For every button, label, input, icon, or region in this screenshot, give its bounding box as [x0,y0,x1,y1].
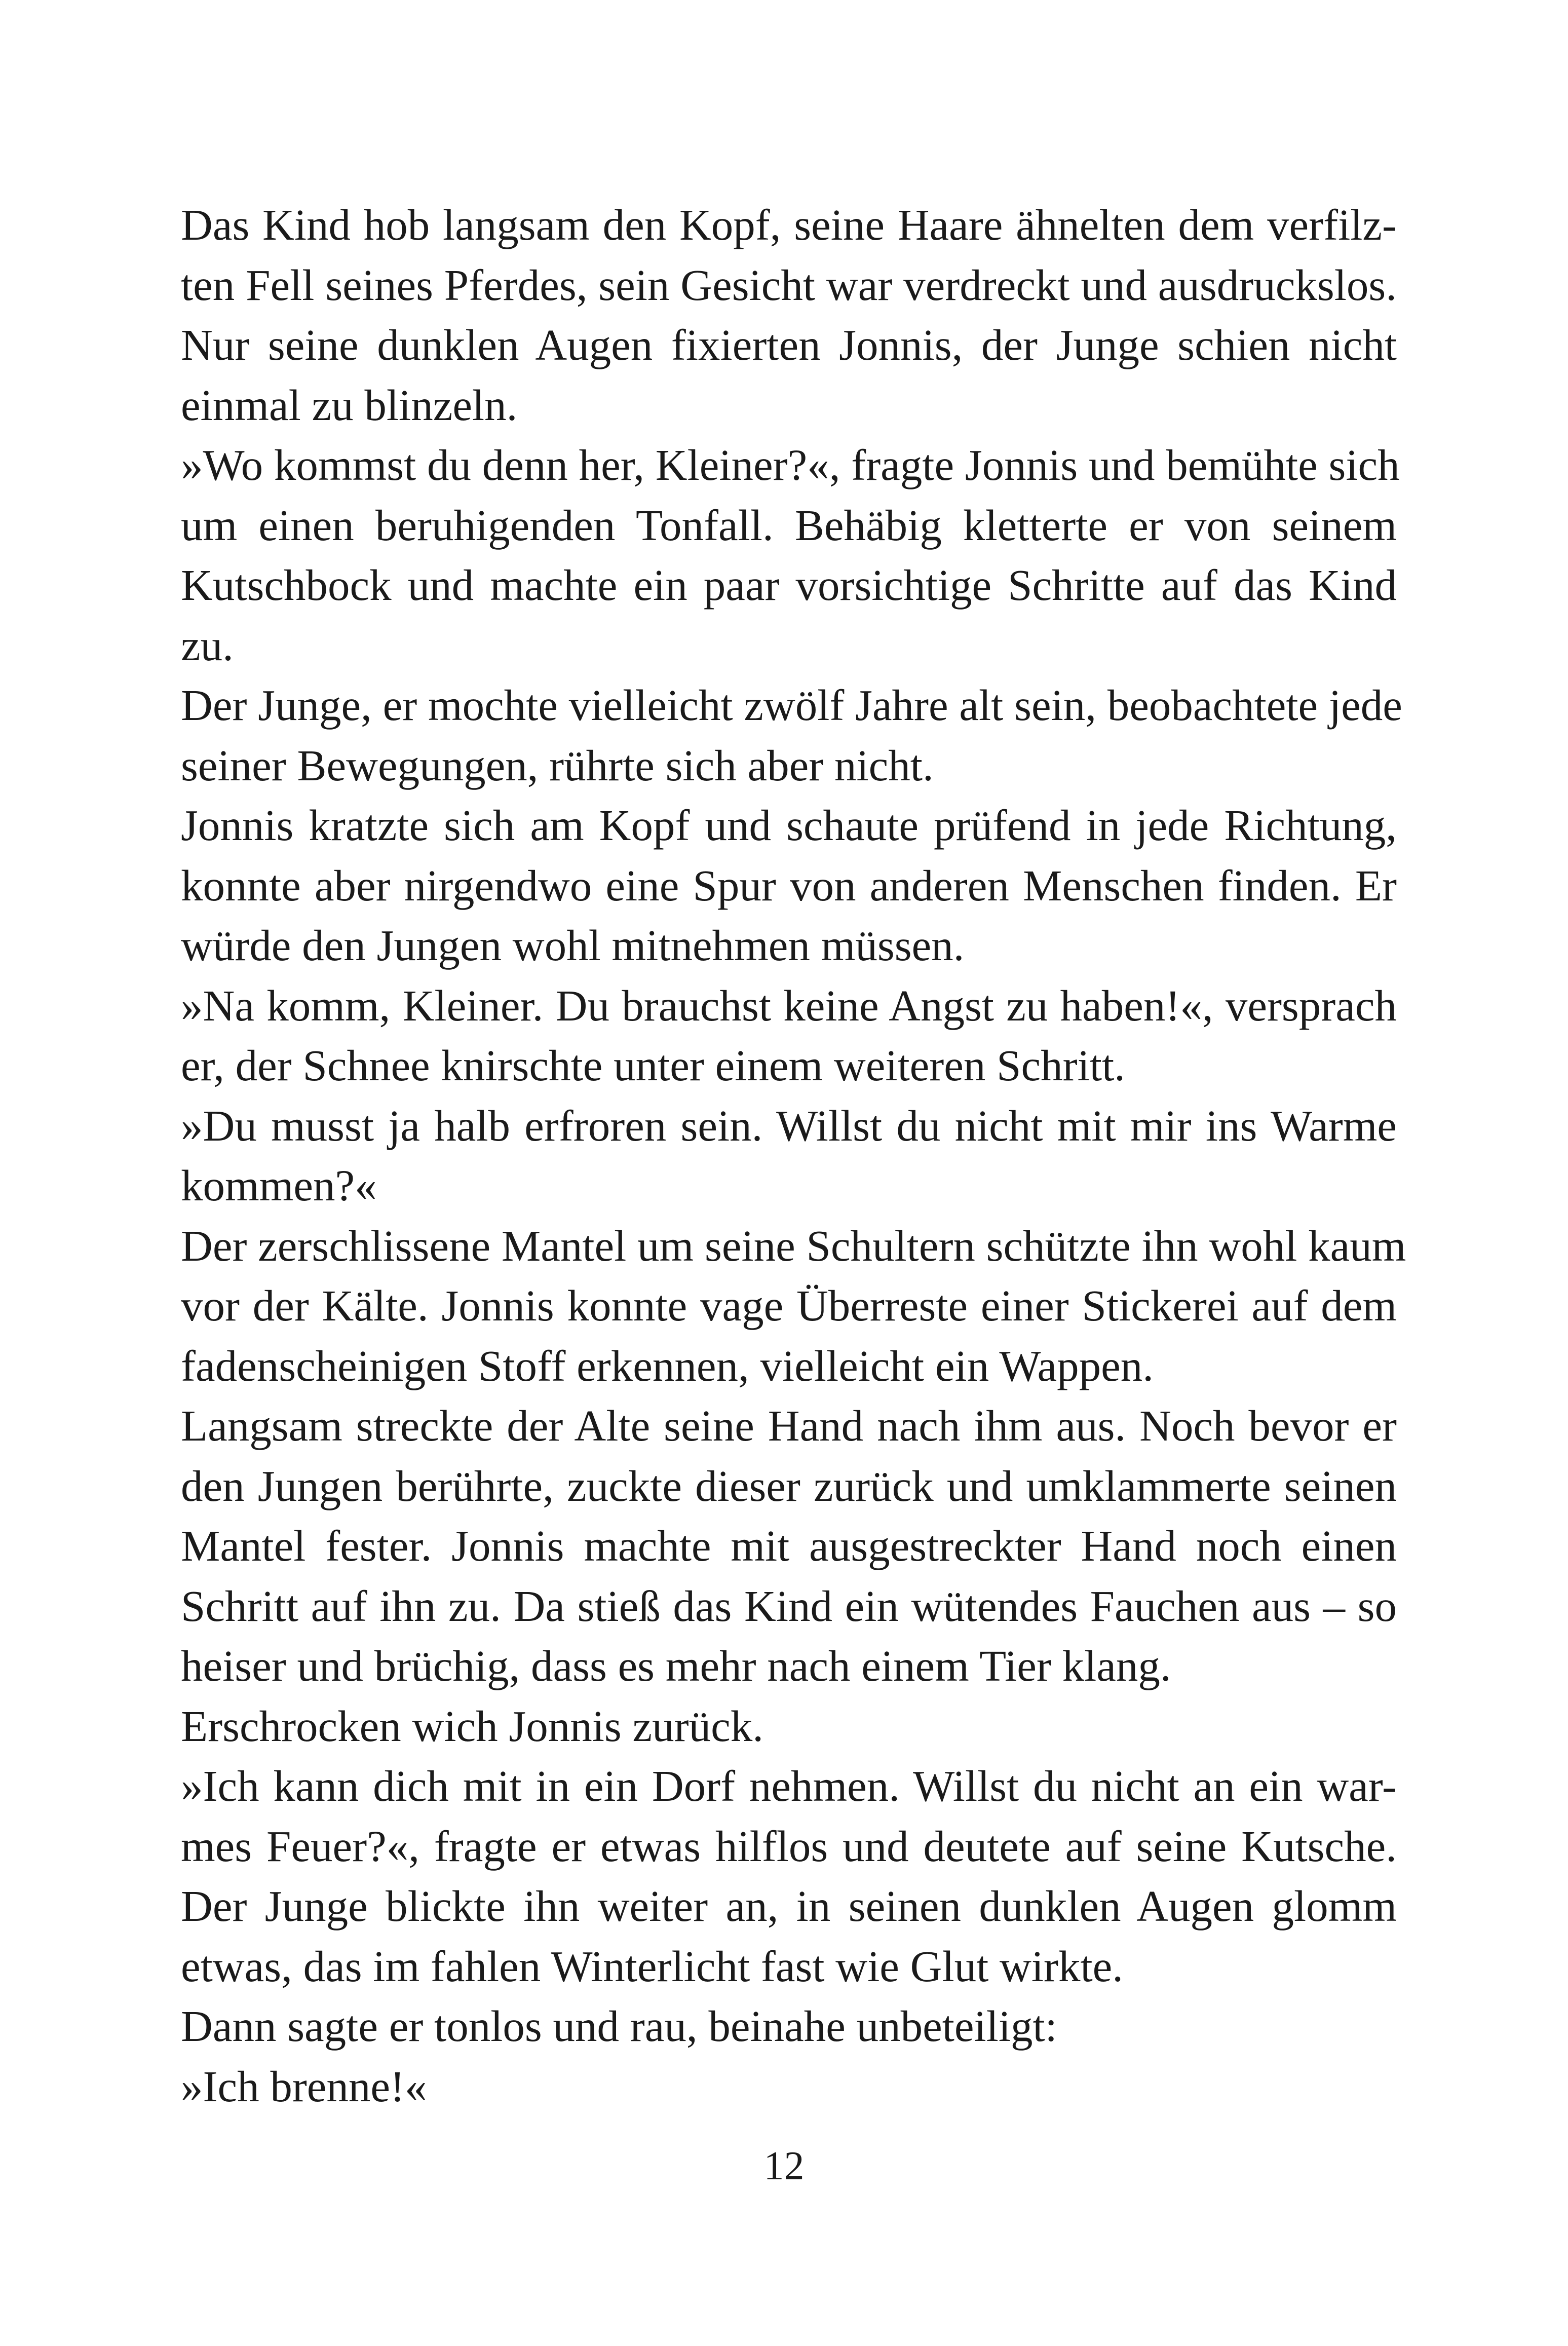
text-line: Der zerschlissene Mantel um seine Schultern schützte ihn wohl kaum [181,1221,1406,1270]
text-line: »Na komm, Kleiner. Du brauchst keine Angst zu haben!«, versprach [181,980,1397,1030]
text-line: mes Feuer?«, fragte er etwas hilflos und deutete auf seine Kutsche. [181,1821,1397,1871]
text-line: »Ich brenne!« [181,2061,427,2111]
text-line: »Wo kommst du denn her, Kleiner?«, fragte Jonnis und bemühte sich [181,440,1400,489]
text-line: konnte aber nirgendwo eine Spur von anderen Menschen finden. Er [181,860,1397,910]
text-line: um einen beruhigenden Tonfall. Behäbig kletterte er von seinem [181,500,1397,550]
text-line: »Du musst ja halb erfroren sein. Willst du nicht mit mir ins Warme [181,1101,1397,1150]
text-line: Kutschbock und machte ein paar vorsichtige Schritte auf das Kind [181,560,1397,610]
text-line: Jonnis kratzte sich am Kopf und schaute prüfend in jede Richtung, [181,801,1397,850]
text-line: Der Junge, er mochte vielleicht zwölf Jahre alt sein, beobachtete jede [181,680,1402,730]
text-line: Langsam streckte der Alte seine Hand nach ihm aus. Noch bevor er [181,1401,1397,1450]
text-line: fadenscheinigen Stoff erkennen, vielleicht ein Wappen. [181,1341,1154,1390]
text-line: zu. [181,620,234,670]
text-line: Mantel fester. Jonnis machte mit ausgestreckter Hand noch einen [181,1521,1397,1570]
text-line: Der Junge blickte ihn weiter an, in seinen dunklen Augen glomm [181,1881,1397,1931]
text-line: Das Kind hob langsam den Kopf, seine Haare ähnelten dem verfilz- [181,200,1397,249]
text-line: Dann sagte er tonlos und rau, beinahe unbeteiligt: [181,2001,1057,2051]
text-line: Nur seine dunklen Augen fixierten Jonnis, der Junge schien nicht [181,320,1397,369]
text-line: etwas, das im fahlen Winterlicht fast wie Glut wirkte. [181,1941,1124,1991]
text-line: »Ich kann dich mit in ein Dorf nehmen. Willst du nicht an ein war- [181,1761,1397,1810]
text-line: einmal zu blinzeln. [181,380,518,430]
text-line: heiser und brüchig, dass es mehr nach einem Tier klang. [181,1641,1171,1690]
text-line: würde den Jungen wohl mitnehmen müssen. [181,921,965,970]
text-line: er, der Schnee knirschte unter einem weiteren Schritt. [181,1041,1125,1090]
text-line: ten Fell seines Pferdes, sein Gesicht war verdreckt und ausdruckslos. [181,260,1397,310]
text-line: den Jungen berührte, zuckte dieser zurück und umklammerte seinen [181,1461,1397,1510]
page-number: 12 [763,2144,805,2188]
body-text [181,195,1406,2116]
text-line: vor der Kälte. Jonnis konnte vage Überreste einer Stickerei auf dem [181,1281,1397,1330]
text-line: seiner Bewegungen, rührte sich aber nicht. [181,740,934,790]
text-line: kommen?« [181,1161,377,1210]
text-line: Schritt auf ihn zu. Da stieß das Kind ein wütendes Fauchen aus – so [181,1581,1397,1631]
text-line: Erschrocken wich Jonnis zurück. [181,1701,763,1751]
